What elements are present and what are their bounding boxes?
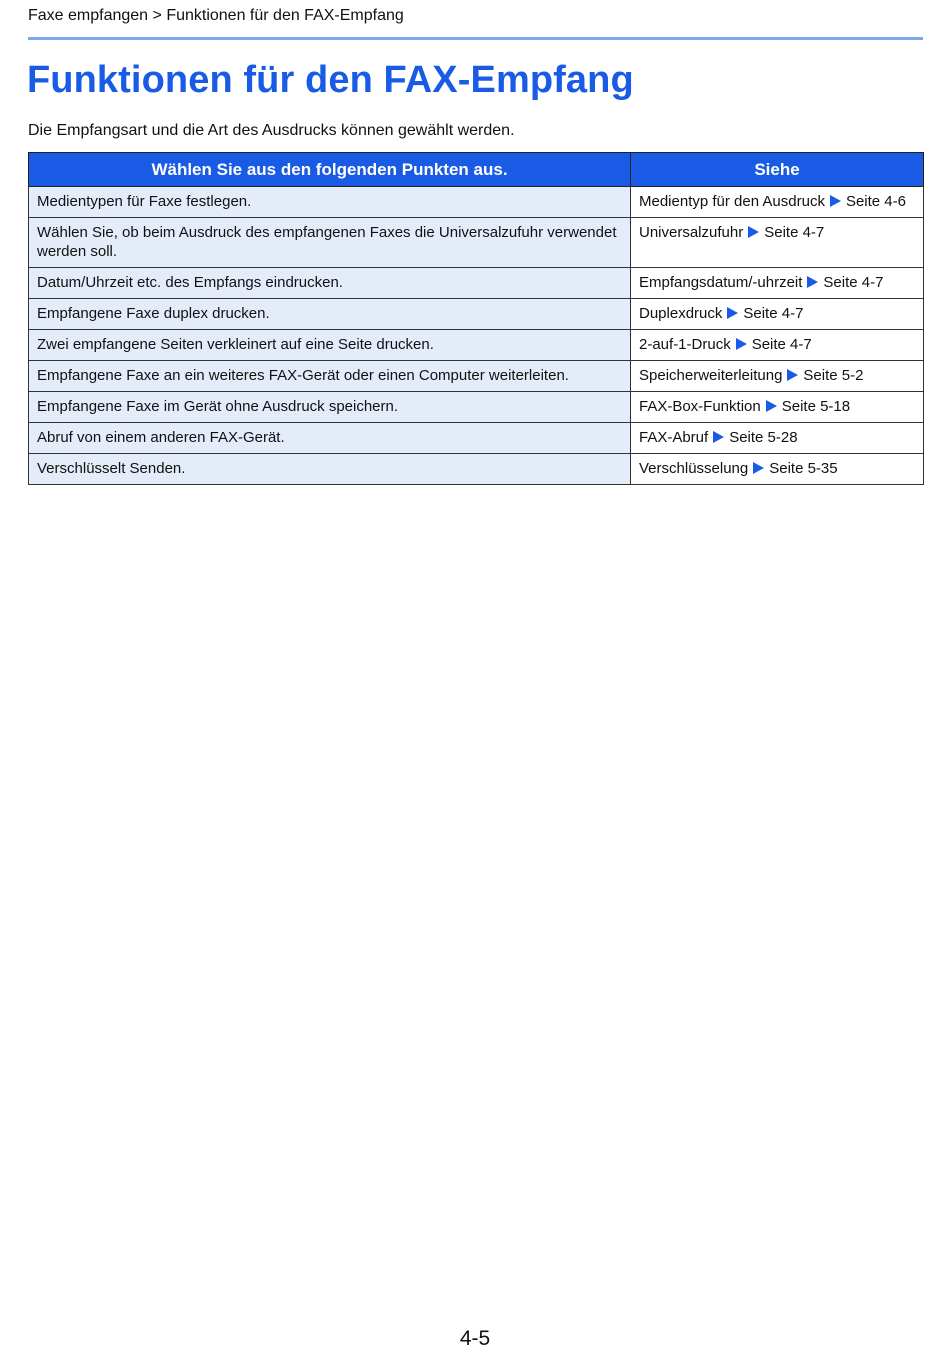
reference-link[interactable]: Verschlüsselung [639, 460, 749, 477]
triangle-right-icon [753, 462, 764, 474]
table-row [29, 361, 924, 392]
row-reference [631, 268, 924, 299]
table-row [29, 454, 924, 485]
reference-page[interactable]: Seite 4-7 [764, 224, 825, 241]
triangle-right-icon [713, 431, 724, 443]
row-reference [631, 392, 924, 423]
row-reference [631, 330, 924, 361]
row-description: Abruf von einem anderen FAX-Gerät. [29, 423, 631, 454]
page-number: 4-5 [459, 1327, 491, 1350]
row-reference [631, 218, 924, 268]
table-row [29, 218, 924, 268]
reference-page[interactable]: Seite 4-6 [845, 193, 906, 210]
row-description: Zwei empfangene Seiten verkleinert auf eine Seite drucken. [29, 330, 631, 361]
row-reference [631, 299, 924, 330]
table-row [29, 392, 924, 423]
row-description: Verschlüsselt Senden. [29, 454, 631, 485]
row-reference [631, 187, 924, 218]
reference-link[interactable]: 2-auf-1-Druck [639, 336, 731, 353]
reference-link[interactable]: Duplexdruck [639, 305, 723, 322]
function-table [28, 152, 924, 485]
reference-page[interactable]: Seite 5-18 [781, 398, 851, 415]
intro-text: Die Empfangsart und die Art des Ausdrucks können gewählt werden. [28, 122, 515, 139]
table-row [29, 423, 924, 454]
row-reference [631, 423, 924, 454]
table-row [29, 330, 924, 361]
table-row [29, 268, 924, 299]
page-title: Funktionen für den FAX-Empfang [27, 59, 634, 101]
row-description: Empfangene Faxe an ein weiteres FAX-Gerät oder einen Computer weiterleiten. [29, 361, 631, 392]
reference-page[interactable]: Seite 5-2 [803, 367, 864, 384]
reference-link[interactable]: Empfangsdatum/-uhrzeit [639, 274, 803, 291]
reference-page[interactable]: Seite 5-28 [729, 429, 798, 446]
reference-link[interactable]: FAX-Box-Funktion [639, 398, 761, 415]
row-reference [631, 361, 924, 392]
row-description: Medientypen für Faxe festlegen. [29, 187, 631, 218]
row-description: Empfangene Faxe duplex drucken. [29, 299, 631, 330]
reference-link[interactable]: FAX-Abruf [639, 429, 709, 446]
reference-page[interactable]: Seite 4-7 [743, 305, 804, 322]
header-rule [28, 37, 923, 40]
row-description: Datum/Uhrzeit etc. des Empfangs eindrucken. [29, 268, 631, 299]
reference-link[interactable]: Medientyp für den Ausdruck [639, 193, 825, 210]
table-row [29, 187, 924, 218]
row-description: Empfangene Faxe im Gerät ohne Ausdruck speichern. [29, 392, 631, 423]
header-choose: Wählen Sie aus den folgenden Punkten aus. [29, 153, 631, 187]
triangle-right-icon [736, 338, 747, 350]
row-reference [631, 454, 924, 485]
triangle-right-icon [830, 195, 841, 207]
row-description: Wählen Sie, ob beim Ausdruck des empfangenen Faxes die Universalzufuhr verwendet werden soll. [29, 218, 631, 268]
table-header-row [29, 153, 924, 187]
table-row [29, 299, 924, 330]
reference-page[interactable]: Seite 4-7 [823, 274, 884, 291]
triangle-right-icon [727, 307, 738, 319]
reference-page[interactable]: Seite 5-35 [769, 460, 838, 477]
table-body [29, 187, 924, 485]
reference-page[interactable]: Seite 4-7 [751, 336, 812, 353]
breadcrumb: Faxe empfangen > Funktionen für den FAX-Empfang [28, 7, 404, 24]
reference-link[interactable]: Speicherweiterleitung [639, 367, 783, 384]
triangle-right-icon [787, 369, 798, 381]
reference-link[interactable]: Universalzufuhr [639, 224, 744, 241]
triangle-right-icon [766, 400, 777, 412]
triangle-right-icon [807, 276, 818, 288]
triangle-right-icon [748, 226, 759, 238]
header-see: Siehe [631, 153, 924, 187]
